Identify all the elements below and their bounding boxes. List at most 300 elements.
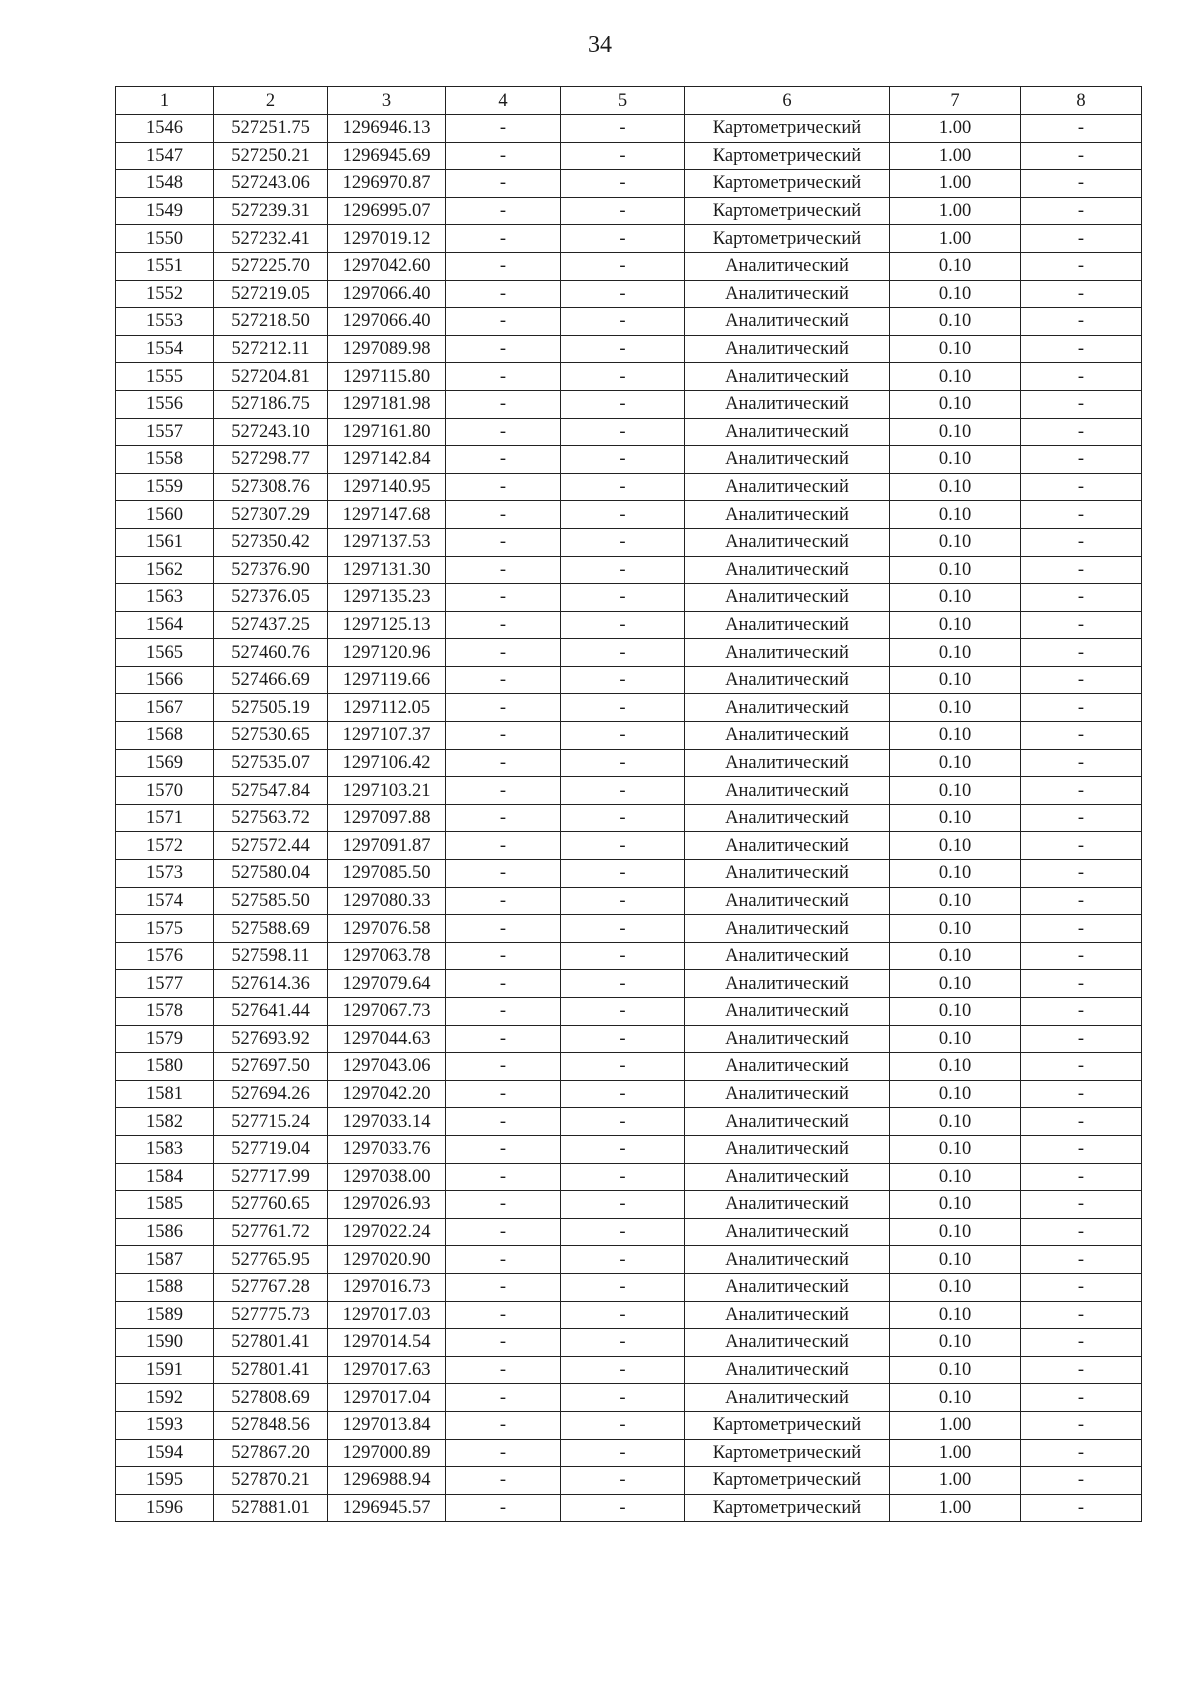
table-cell-col-3: 1296988.94 bbox=[328, 1467, 446, 1495]
table-cell-col-5: - bbox=[561, 1135, 685, 1163]
table-cell-col-4: - bbox=[446, 308, 561, 336]
table-cell-col-5: - bbox=[561, 1191, 685, 1219]
table-cell-col-2: 527466.69 bbox=[214, 666, 328, 694]
table-row bbox=[116, 1273, 1142, 1301]
table-cell-col-7: 0.10 bbox=[890, 749, 1021, 777]
table-cell-col-1: 1557 bbox=[116, 418, 214, 446]
table-cell-col-8: - bbox=[1021, 390, 1142, 418]
table-cell-col-5: - bbox=[561, 1246, 685, 1274]
table-cell-col-7: 0.10 bbox=[890, 1218, 1021, 1246]
table-row bbox=[116, 1135, 1142, 1163]
table-cell-col-4: - bbox=[446, 1329, 561, 1357]
table-cell-col-6: Аналитический bbox=[685, 335, 890, 363]
table-cell-col-7: 0.10 bbox=[890, 528, 1021, 556]
table-cell-col-3: 1297066.40 bbox=[328, 308, 446, 336]
table-cell-col-5: - bbox=[561, 1025, 685, 1053]
table-cell-col-6: Аналитический bbox=[685, 777, 890, 805]
table-cell-col-1: 1580 bbox=[116, 1053, 214, 1081]
table-cell-col-5: - bbox=[561, 390, 685, 418]
table-cell-col-2: 527251.75 bbox=[214, 115, 328, 143]
table-cell-col-1: 1553 bbox=[116, 308, 214, 336]
table-cell-col-4: - bbox=[446, 1053, 561, 1081]
table-cell-col-4: - bbox=[446, 1439, 561, 1467]
table-row bbox=[116, 749, 1142, 777]
table-cell-col-5: - bbox=[561, 1301, 685, 1329]
table-cell-col-8: - bbox=[1021, 1108, 1142, 1136]
table-cell-col-8: - bbox=[1021, 722, 1142, 750]
header-cell-col-5: 5 bbox=[561, 87, 685, 115]
table-cell-col-7: 0.10 bbox=[890, 722, 1021, 750]
table-cell-col-7: 0.10 bbox=[890, 308, 1021, 336]
table-cell-col-6: Аналитический bbox=[685, 970, 890, 998]
table-cell-col-5: - bbox=[561, 1163, 685, 1191]
table-cell-col-5: - bbox=[561, 694, 685, 722]
table-cell-col-3: 1297079.64 bbox=[328, 970, 446, 998]
table-cell-col-1: 1571 bbox=[116, 804, 214, 832]
table-cell-col-6: Аналитический bbox=[685, 804, 890, 832]
table-cell-col-4: - bbox=[446, 860, 561, 888]
table-cell-col-1: 1593 bbox=[116, 1411, 214, 1439]
table-row bbox=[116, 942, 1142, 970]
table-cell-col-4: - bbox=[446, 942, 561, 970]
table-cell-col-4: - bbox=[446, 390, 561, 418]
table-cell-col-8: - bbox=[1021, 804, 1142, 832]
table-row bbox=[116, 501, 1142, 529]
table-cell-col-6: Аналитический bbox=[685, 528, 890, 556]
table-cell-col-7: 0.10 bbox=[890, 915, 1021, 943]
table-cell-col-1: 1576 bbox=[116, 942, 214, 970]
table-cell-col-7: 0.10 bbox=[890, 694, 1021, 722]
table-row bbox=[116, 584, 1142, 612]
table-cell-col-6: Аналитический bbox=[685, 1025, 890, 1053]
table-cell-col-1: 1577 bbox=[116, 970, 214, 998]
table-cell-col-3: 1296995.07 bbox=[328, 197, 446, 225]
table-cell-col-5: - bbox=[561, 115, 685, 143]
table-cell-col-8: - bbox=[1021, 1439, 1142, 1467]
table-cell-col-7: 0.10 bbox=[890, 1191, 1021, 1219]
table-cell-col-6: Аналитический bbox=[685, 832, 890, 860]
table-cell-col-2: 527761.72 bbox=[214, 1218, 328, 1246]
table-cell-col-7: 0.10 bbox=[890, 1025, 1021, 1053]
table-cell-col-5: - bbox=[561, 280, 685, 308]
table-cell-col-4: - bbox=[446, 142, 561, 170]
table-cell-col-6: Картометрический bbox=[685, 170, 890, 198]
table-cell-col-1: 1552 bbox=[116, 280, 214, 308]
table-cell-col-4: - bbox=[446, 1108, 561, 1136]
table-cell-col-4: - bbox=[446, 1494, 561, 1522]
table-cell-col-5: - bbox=[561, 942, 685, 970]
table-cell-col-6: Картометрический bbox=[685, 1439, 890, 1467]
table-cell-col-2: 527719.04 bbox=[214, 1135, 328, 1163]
table-row bbox=[116, 1356, 1142, 1384]
table-cell-col-2: 527641.44 bbox=[214, 998, 328, 1026]
table-cell-col-8: - bbox=[1021, 749, 1142, 777]
table-cell-col-6: Аналитический bbox=[685, 308, 890, 336]
table-cell-col-8: - bbox=[1021, 1301, 1142, 1329]
table-cell-col-8: - bbox=[1021, 639, 1142, 667]
table-cell-col-4: - bbox=[446, 1467, 561, 1495]
table-cell-col-5: - bbox=[561, 142, 685, 170]
table-cell-col-5: - bbox=[561, 804, 685, 832]
table-cell-col-1: 1585 bbox=[116, 1191, 214, 1219]
table-cell-col-5: - bbox=[561, 777, 685, 805]
table-cell-col-3: 1297147.68 bbox=[328, 501, 446, 529]
table-cell-col-8: - bbox=[1021, 1356, 1142, 1384]
table-row bbox=[116, 1301, 1142, 1329]
table-cell-col-7: 1.00 bbox=[890, 1439, 1021, 1467]
table-cell-col-4: - bbox=[446, 1191, 561, 1219]
table-cell-col-1: 1563 bbox=[116, 584, 214, 612]
table-cell-col-2: 527848.56 bbox=[214, 1411, 328, 1439]
table-cell-col-4: - bbox=[446, 1356, 561, 1384]
table-cell-col-2: 527588.69 bbox=[214, 915, 328, 943]
table-cell-col-6: Аналитический bbox=[685, 390, 890, 418]
table-cell-col-2: 527881.01 bbox=[214, 1494, 328, 1522]
table-cell-col-6: Аналитический bbox=[685, 942, 890, 970]
table-cell-col-8: - bbox=[1021, 1163, 1142, 1191]
table-cell-col-5: - bbox=[561, 722, 685, 750]
table-cell-col-6: Аналитический bbox=[685, 584, 890, 612]
table-cell-col-6: Аналитический bbox=[685, 473, 890, 501]
table-cell-col-4: - bbox=[446, 1080, 561, 1108]
table-row bbox=[116, 887, 1142, 915]
table-cell-col-2: 527765.95 bbox=[214, 1246, 328, 1274]
table-cell-col-7: 0.10 bbox=[890, 1301, 1021, 1329]
table-cell-col-1: 1559 bbox=[116, 473, 214, 501]
table-cell-col-2: 527376.05 bbox=[214, 584, 328, 612]
table-cell-col-1: 1556 bbox=[116, 390, 214, 418]
table-cell-col-2: 527801.41 bbox=[214, 1329, 328, 1357]
table-row bbox=[116, 970, 1142, 998]
table-cell-col-5: - bbox=[561, 1273, 685, 1301]
table-row bbox=[116, 915, 1142, 943]
table-cell-col-4: - bbox=[446, 280, 561, 308]
table-row bbox=[116, 804, 1142, 832]
table-cell-col-5: - bbox=[561, 611, 685, 639]
table-cell-col-7: 1.00 bbox=[890, 142, 1021, 170]
table-cell-col-5: - bbox=[561, 1218, 685, 1246]
table-row bbox=[116, 170, 1142, 198]
table-cell-col-3: 1297020.90 bbox=[328, 1246, 446, 1274]
table-cell-col-7: 0.10 bbox=[890, 473, 1021, 501]
table-cell-col-3: 1297042.20 bbox=[328, 1080, 446, 1108]
table-cell-col-6: Аналитический bbox=[685, 1135, 890, 1163]
table-cell-col-2: 527767.28 bbox=[214, 1273, 328, 1301]
table-cell-col-7: 0.10 bbox=[890, 804, 1021, 832]
table-cell-col-8: - bbox=[1021, 1467, 1142, 1495]
table-cell-col-3: 1297091.87 bbox=[328, 832, 446, 860]
table-cell-col-8: - bbox=[1021, 915, 1142, 943]
table-cell-col-8: - bbox=[1021, 170, 1142, 198]
table-cell-col-7: 0.10 bbox=[890, 942, 1021, 970]
table-cell-col-2: 527376.90 bbox=[214, 556, 328, 584]
table-row bbox=[116, 197, 1142, 225]
table-cell-col-2: 527243.06 bbox=[214, 170, 328, 198]
table-cell-col-5: - bbox=[561, 335, 685, 363]
table-cell-col-3: 1297044.63 bbox=[328, 1025, 446, 1053]
table-cell-col-6: Аналитический bbox=[685, 722, 890, 750]
table-cell-col-2: 527308.76 bbox=[214, 473, 328, 501]
table-cell-col-8: - bbox=[1021, 473, 1142, 501]
table-row bbox=[116, 1467, 1142, 1495]
table-cell-col-3: 1296945.69 bbox=[328, 142, 446, 170]
table-cell-col-4: - bbox=[446, 418, 561, 446]
table-cell-col-1: 1548 bbox=[116, 170, 214, 198]
table-cell-col-6: Аналитический bbox=[685, 749, 890, 777]
table-row bbox=[116, 722, 1142, 750]
table-cell-col-2: 527808.69 bbox=[214, 1384, 328, 1412]
table-cell-col-1: 1560 bbox=[116, 501, 214, 529]
table-cell-col-2: 527693.92 bbox=[214, 1025, 328, 1053]
table-cell-col-2: 527219.05 bbox=[214, 280, 328, 308]
table-cell-col-8: - bbox=[1021, 363, 1142, 391]
table-cell-col-3: 1297076.58 bbox=[328, 915, 446, 943]
table-cell-col-8: - bbox=[1021, 942, 1142, 970]
table-cell-col-4: - bbox=[446, 998, 561, 1026]
table-cell-col-7: 1.00 bbox=[890, 115, 1021, 143]
table-cell-col-3: 1297181.98 bbox=[328, 390, 446, 418]
table-cell-col-6: Аналитический bbox=[685, 1108, 890, 1136]
table-cell-col-7: 0.10 bbox=[890, 1273, 1021, 1301]
table-cell-col-5: - bbox=[561, 418, 685, 446]
table-cell-col-4: - bbox=[446, 887, 561, 915]
table-cell-col-2: 527225.70 bbox=[214, 252, 328, 280]
table-cell-col-4: - bbox=[446, 666, 561, 694]
table-cell-col-3: 1297119.66 bbox=[328, 666, 446, 694]
table-cell-col-5: - bbox=[561, 1329, 685, 1357]
table-cell-col-6: Аналитический bbox=[685, 1329, 890, 1357]
table-cell-col-3: 1297043.06 bbox=[328, 1053, 446, 1081]
table-cell-col-7: 0.10 bbox=[890, 1329, 1021, 1357]
table-cell-col-2: 527437.25 bbox=[214, 611, 328, 639]
table-cell-col-1: 1561 bbox=[116, 528, 214, 556]
table-cell-col-8: - bbox=[1021, 1273, 1142, 1301]
table-cell-col-4: - bbox=[446, 611, 561, 639]
table-cell-col-1: 1590 bbox=[116, 1329, 214, 1357]
table-cell-col-4: - bbox=[446, 1218, 561, 1246]
table-cell-col-1: 1566 bbox=[116, 666, 214, 694]
table-cell-col-2: 527460.76 bbox=[214, 639, 328, 667]
table-cell-col-8: - bbox=[1021, 446, 1142, 474]
table-cell-col-7: 0.10 bbox=[890, 611, 1021, 639]
table-cell-col-7: 0.10 bbox=[890, 1080, 1021, 1108]
table-cell-col-7: 0.10 bbox=[890, 335, 1021, 363]
table-cell-col-2: 527585.50 bbox=[214, 887, 328, 915]
table-cell-col-7: 0.10 bbox=[890, 418, 1021, 446]
table-cell-col-3: 1297066.40 bbox=[328, 280, 446, 308]
table-cell-col-6: Картометрический bbox=[685, 197, 890, 225]
table-cell-col-5: - bbox=[561, 556, 685, 584]
table-cell-col-6: Аналитический bbox=[685, 611, 890, 639]
table-cell-col-2: 527239.31 bbox=[214, 197, 328, 225]
table-cell-col-1: 1594 bbox=[116, 1439, 214, 1467]
table-cell-col-3: 1297107.37 bbox=[328, 722, 446, 750]
table-cell-col-3: 1297085.50 bbox=[328, 860, 446, 888]
table-cell-col-5: - bbox=[561, 308, 685, 336]
table-cell-col-5: - bbox=[561, 1494, 685, 1522]
table-row bbox=[116, 142, 1142, 170]
table-cell-col-1: 1554 bbox=[116, 335, 214, 363]
table-cell-col-4: - bbox=[446, 197, 561, 225]
table-cell-col-2: 527186.75 bbox=[214, 390, 328, 418]
table-row bbox=[116, 777, 1142, 805]
table-cell-col-3: 1297125.13 bbox=[328, 611, 446, 639]
table-row bbox=[116, 446, 1142, 474]
table-cell-col-2: 527530.65 bbox=[214, 722, 328, 750]
table-cell-col-1: 1547 bbox=[116, 142, 214, 170]
table-cell-col-5: - bbox=[561, 528, 685, 556]
table-cell-col-2: 527505.19 bbox=[214, 694, 328, 722]
table-cell-col-7: 0.10 bbox=[890, 1246, 1021, 1274]
table-cell-col-5: - bbox=[561, 666, 685, 694]
table-cell-col-3: 1297014.54 bbox=[328, 1329, 446, 1357]
table-header bbox=[116, 87, 1142, 115]
table-cell-col-8: - bbox=[1021, 501, 1142, 529]
table-cell-col-2: 527598.11 bbox=[214, 942, 328, 970]
table-cell-col-1: 1555 bbox=[116, 363, 214, 391]
table-cell-col-3: 1297106.42 bbox=[328, 749, 446, 777]
table-cell-col-8: - bbox=[1021, 887, 1142, 915]
table-cell-col-1: 1587 bbox=[116, 1246, 214, 1274]
table-row bbox=[116, 528, 1142, 556]
table-cell-col-8: - bbox=[1021, 832, 1142, 860]
table-cell-col-5: - bbox=[561, 1356, 685, 1384]
table-cell-col-6: Аналитический bbox=[685, 1384, 890, 1412]
table-cell-col-3: 1297140.95 bbox=[328, 473, 446, 501]
table-cell-col-8: - bbox=[1021, 142, 1142, 170]
table-cell-col-8: - bbox=[1021, 584, 1142, 612]
table-cell-col-2: 527212.11 bbox=[214, 335, 328, 363]
table-cell-col-2: 527243.10 bbox=[214, 418, 328, 446]
table-cell-col-1: 1573 bbox=[116, 860, 214, 888]
table-row bbox=[116, 666, 1142, 694]
table-cell-col-5: - bbox=[561, 363, 685, 391]
table-cell-col-3: 1297142.84 bbox=[328, 446, 446, 474]
table-cell-col-6: Аналитический bbox=[685, 1301, 890, 1329]
table-cell-col-7: 0.10 bbox=[890, 639, 1021, 667]
table-cell-col-8: - bbox=[1021, 335, 1142, 363]
table-row bbox=[116, 998, 1142, 1026]
table-cell-col-4: - bbox=[446, 115, 561, 143]
table-cell-col-7: 0.10 bbox=[890, 832, 1021, 860]
table-cell-col-8: - bbox=[1021, 1218, 1142, 1246]
table-row bbox=[116, 252, 1142, 280]
table-cell-col-7: 1.00 bbox=[890, 170, 1021, 198]
table-cell-col-3: 1297013.84 bbox=[328, 1411, 446, 1439]
table-cell-col-8: - bbox=[1021, 1053, 1142, 1081]
table-cell-col-3: 1297067.73 bbox=[328, 998, 446, 1026]
table-cell-col-4: - bbox=[446, 1163, 561, 1191]
table-cell-col-4: - bbox=[446, 832, 561, 860]
table-row bbox=[116, 860, 1142, 888]
table-cell-col-1: 1582 bbox=[116, 1108, 214, 1136]
table-cell-col-7: 0.10 bbox=[890, 970, 1021, 998]
table-cell-col-1: 1558 bbox=[116, 446, 214, 474]
table-cell-col-4: - bbox=[446, 1411, 561, 1439]
table-cell-col-2: 527547.84 bbox=[214, 777, 328, 805]
table-cell-col-8: - bbox=[1021, 225, 1142, 253]
table-cell-col-6: Аналитический bbox=[685, 1246, 890, 1274]
table-cell-col-1: 1578 bbox=[116, 998, 214, 1026]
table-cell-col-1: 1550 bbox=[116, 225, 214, 253]
table-cell-col-3: 1297103.21 bbox=[328, 777, 446, 805]
table-cell-col-1: 1575 bbox=[116, 915, 214, 943]
table-cell-col-4: - bbox=[446, 639, 561, 667]
table-cell-col-4: - bbox=[446, 1273, 561, 1301]
table-cell-col-3: 1297000.89 bbox=[328, 1439, 446, 1467]
table-cell-col-2: 527218.50 bbox=[214, 308, 328, 336]
table-cell-col-6: Аналитический bbox=[685, 1053, 890, 1081]
table-cell-col-5: - bbox=[561, 1467, 685, 1495]
header-row bbox=[116, 87, 1142, 115]
table-cell-col-6: Аналитический bbox=[685, 639, 890, 667]
table-cell-col-8: - bbox=[1021, 1494, 1142, 1522]
table-cell-col-7: 0.10 bbox=[890, 1053, 1021, 1081]
table-row bbox=[116, 1439, 1142, 1467]
table-cell-col-5: - bbox=[561, 197, 685, 225]
table-cell-col-6: Аналитический bbox=[685, 1356, 890, 1384]
table-cell-col-8: - bbox=[1021, 252, 1142, 280]
table-cell-col-8: - bbox=[1021, 611, 1142, 639]
table-cell-col-6: Аналитический bbox=[685, 280, 890, 308]
table-cell-col-3: 1297112.05 bbox=[328, 694, 446, 722]
table-cell-col-7: 0.10 bbox=[890, 390, 1021, 418]
table-cell-col-1: 1570 bbox=[116, 777, 214, 805]
table-cell-col-3: 1297033.14 bbox=[328, 1108, 446, 1136]
table-cell-col-8: - bbox=[1021, 777, 1142, 805]
table-cell-col-5: - bbox=[561, 501, 685, 529]
table-cell-col-7: 1.00 bbox=[890, 225, 1021, 253]
table-row bbox=[116, 335, 1142, 363]
table-cell-col-7: 0.10 bbox=[890, 363, 1021, 391]
table-cell-col-1: 1572 bbox=[116, 832, 214, 860]
table-cell-col-1: 1581 bbox=[116, 1080, 214, 1108]
table-cell-col-7: 0.10 bbox=[890, 1108, 1021, 1136]
table-row bbox=[116, 694, 1142, 722]
table-cell-col-6: Картометрический bbox=[685, 1494, 890, 1522]
table-cell-col-6: Аналитический bbox=[685, 1273, 890, 1301]
table-row bbox=[116, 363, 1142, 391]
table-cell-col-6: Аналитический bbox=[685, 1191, 890, 1219]
table-cell-col-8: - bbox=[1021, 1191, 1142, 1219]
table-cell-col-2: 527717.99 bbox=[214, 1163, 328, 1191]
table-row bbox=[116, 1384, 1142, 1412]
table-cell-col-6: Картометрический bbox=[685, 1467, 890, 1495]
table-cell-col-1: 1564 bbox=[116, 611, 214, 639]
table-cell-col-5: - bbox=[561, 1384, 685, 1412]
table-cell-col-8: - bbox=[1021, 1135, 1142, 1163]
table-row bbox=[116, 225, 1142, 253]
table-cell-col-4: - bbox=[446, 335, 561, 363]
table-cell-col-8: - bbox=[1021, 860, 1142, 888]
table-cell-col-7: 0.10 bbox=[890, 501, 1021, 529]
table-cell-col-1: 1595 bbox=[116, 1467, 214, 1495]
table-cell-col-5: - bbox=[561, 887, 685, 915]
table-cell-col-3: 1297019.12 bbox=[328, 225, 446, 253]
table-cell-col-1: 1579 bbox=[116, 1025, 214, 1053]
header-cell-col-3: 3 bbox=[328, 87, 446, 115]
table-cell-col-5: - bbox=[561, 225, 685, 253]
table-cell-col-8: - bbox=[1021, 970, 1142, 998]
table-cell-col-1: 1583 bbox=[116, 1135, 214, 1163]
table-cell-col-3: 1297131.30 bbox=[328, 556, 446, 584]
header-cell-col-1: 1 bbox=[116, 87, 214, 115]
table-cell-col-7: 0.10 bbox=[890, 1356, 1021, 1384]
table-cell-col-3: 1297120.96 bbox=[328, 639, 446, 667]
table-cell-col-5: - bbox=[561, 639, 685, 667]
table-cell-col-8: - bbox=[1021, 1411, 1142, 1439]
table-cell-col-1: 1551 bbox=[116, 252, 214, 280]
